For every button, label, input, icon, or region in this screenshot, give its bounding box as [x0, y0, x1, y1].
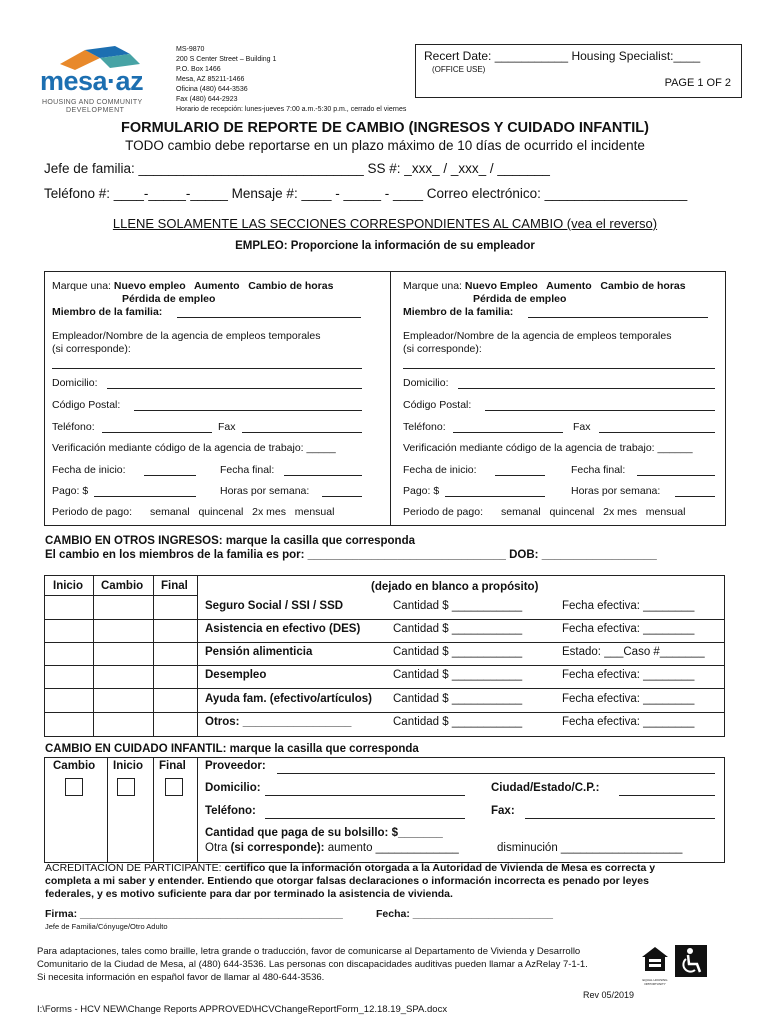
income-row-amount[interactable]: Cantidad $ ___________ [393, 669, 523, 681]
accessibility-icon [675, 945, 707, 977]
certification-text: completa a mi saber y entender. Entiendo que otorgar falsas declaraciones o información incorrecta es penado por leyes [45, 875, 649, 887]
start-date-label: Fecha de inicio: [403, 464, 477, 476]
fax-label: Fax [218, 421, 236, 433]
income-row-amount[interactable]: Cantidad $ ___________ [393, 716, 523, 728]
address-field[interactable] [107, 388, 362, 389]
fax-field[interactable] [599, 432, 715, 433]
address-line: Horario de recepción: lunes-jueves 7:00 a.m.-5:30 p.m., cerrado el viernes [176, 106, 407, 113]
zip-field[interactable] [485, 410, 715, 411]
col-header-start: Inicio [53, 580, 84, 592]
col-divider [107, 758, 108, 862]
mark-one-label: Marque una: [403, 280, 462, 292]
decrease-field[interactable]: disminución ___________________ [497, 842, 683, 854]
col-header-end: Final [161, 580, 188, 592]
logo-tagline-2: DEVELOPMENT [66, 107, 125, 114]
income-row-amount[interactable]: Cantidad $ ___________ [393, 600, 523, 612]
page-number: PAGE 1 OF 2 [664, 77, 731, 89]
pay-period-options[interactable]: semanal quincenal 2x mes mensual [150, 506, 335, 518]
hours-field[interactable] [675, 496, 715, 497]
fax-label: Fax: [491, 805, 515, 817]
pay-label: Pago: $ [403, 485, 440, 497]
fill-instructions: LLENE SOLAMENTE LAS SECCIONES CORRESPONDIENTES AL CAMBIO (vea el reverso) [112, 216, 658, 231]
income-row-label: Desempleo [205, 669, 267, 681]
notice-line: Para adaptaciones, tales como braille, letra grande o traducción, favor de comunicarse al Departamento de Vivienda y Desarrollo [37, 946, 581, 957]
address-line: 200 S Center Street – Building 1 [176, 56, 277, 63]
address-line: Mesa, AZ 85211-1466 [176, 76, 245, 83]
head-of-household-line[interactable]: Jefe de familia: ______________________________ SS #: _xxx_ / _xxx_ / _______ [44, 161, 550, 176]
signature-field[interactable]: Firma: _____________________________________________ [45, 908, 343, 920]
phone-label: Teléfono: [52, 421, 95, 433]
employer-label-2: (si corresponde): [403, 343, 482, 355]
hours-label: Horas por semana: [220, 485, 310, 497]
other-label: Otra [205, 842, 228, 854]
verification-field[interactable]: Verificación mediante código de la agencia de trabajo: ______ [403, 442, 693, 454]
verification-field[interactable]: Verificación mediante código de la agencia de trabajo: _____ [52, 442, 336, 454]
office-address [176, 45, 406, 115]
income-row-date[interactable]: Fecha efectiva: ________ [562, 669, 695, 681]
phone-field[interactable] [102, 432, 212, 433]
income-row-label[interactable]: Otros: _________________ [205, 716, 352, 728]
logo [40, 44, 150, 122]
end-date-field[interactable] [284, 475, 362, 476]
fax-field[interactable] [525, 818, 715, 819]
notice-line: Comunitario de la Ciudad de Mesa, al (480) 644-3536. Las personas con discapacidades auditivas pueden llamar a AzRelay 7-1-1. [37, 959, 588, 970]
address-line: Oficina (480) 644-3536 [176, 86, 248, 93]
phone-field[interactable] [453, 432, 563, 433]
pay-field[interactable] [94, 496, 196, 497]
change-type-options[interactable]: Nuevo Empleo Aumento Cambio de horas [464, 280, 686, 292]
row-divider [45, 688, 724, 689]
phone-line[interactable]: Teléfono #: ____-_____-_____ Mensaje #: ____ - _____ - ____ Correo electrónico: ___________________ [44, 186, 688, 201]
household-member-field[interactable] [177, 317, 361, 318]
household-member-field[interactable] [528, 317, 708, 318]
income-row-label: Pensión alimenticia [205, 646, 313, 658]
notice-line: Si necesita información en español favor de llamar al 480-644-3536. [37, 972, 325, 983]
recert-field[interactable]: Recert Date: ___________ Housing Specialist:____ [424, 49, 701, 63]
zip-label: Código Postal: [403, 399, 472, 411]
row-divider [45, 619, 724, 620]
fax-label: Fax [573, 421, 591, 433]
other-line [205, 842, 459, 854]
certification [45, 862, 725, 901]
household-member-label: Miembro de la familia: [52, 306, 163, 318]
childcare-start-checkbox[interactable] [117, 778, 135, 796]
increase-field[interactable]: aumento _____________ [327, 842, 459, 854]
out-of-pocket-field[interactable]: Cantidad que paga de su bolsillo: $_______ [205, 827, 443, 839]
col-header-start: Inicio [113, 760, 144, 772]
job-loss-option[interactable]: Pérdida de empleo [122, 293, 216, 305]
address-label: Domicilio: [403, 377, 449, 389]
form-title: FORMULARIO DE REPORTE DE CAMBIO (INGRESOS Y CUIDADO INFANTIL) [121, 120, 649, 136]
household-member-label: Miembro de la familia: [403, 306, 514, 318]
address-label: Domicilio: [52, 377, 98, 389]
signer-label: Jefe de Familia/Cónyuge/Otro Adulto [45, 922, 168, 931]
certification-text: certifico que la información otorgada a la Autoridad de Vivienda de Mesa es correcta y [224, 862, 656, 874]
certification-lead: ACREDITACIÓN DE PARTICIPANTE: [45, 862, 222, 874]
address-field[interactable] [265, 795, 465, 796]
col-header-change: Cambio [101, 580, 144, 592]
form-subtitle: TODO cambio debe reportarse en un plazo máximo de 10 días de ocurrido el incidente [125, 138, 645, 153]
column-divider [390, 272, 391, 525]
city-state-zip-field[interactable] [619, 795, 715, 796]
change-type-options[interactable]: Nuevo empleo Aumento Cambio de horas [113, 280, 334, 292]
provider-field[interactable] [277, 773, 715, 774]
income-row-amount[interactable]: Cantidad $ ___________ [393, 623, 523, 635]
employer-label: Empleador/Nombre de la agencia de empleos temporales [403, 330, 672, 342]
childcare-heading: CAMBIO EN CUIDADO INFANTIL: marque la casilla que corresponda [45, 743, 419, 755]
start-date-field[interactable] [495, 475, 545, 476]
childcare-table [44, 757, 725, 863]
zip-label: Código Postal: [52, 399, 121, 411]
intentionally-blank: (dejado en blanco a propósito) [371, 581, 539, 593]
certification-text: federales, y es motivo suficiente para dar por terminado la asistencia de vivienda. [45, 888, 453, 900]
other-income-heading: CAMBIO EN OTROS INGRESOS: marque la casilla que corresponda [45, 535, 415, 547]
city-state-zip-label: Ciudad/Estado/C.P.: [491, 782, 600, 794]
phone-field[interactable] [265, 818, 465, 819]
end-date-label: Fecha final: [220, 464, 275, 476]
address-line: Fax (480) 644-2923 [176, 96, 238, 103]
start-date-label: Fecha de inicio: [52, 464, 126, 476]
other-income-table [44, 575, 725, 737]
income-row-label: Ayuda fam. (efectivo/artículos) [205, 693, 373, 705]
phone-label: Teléfono: [205, 805, 256, 817]
pay-period-label: Periodo de pago: [52, 506, 132, 518]
mark-one-label: Marque una: [52, 280, 111, 292]
provider-label: Proveedor: [205, 760, 266, 772]
job-loss-option[interactable]: Pérdida de empleo [473, 293, 567, 305]
logo-tagline: HOUSING AND COMMUNITY [42, 99, 143, 106]
pay-field[interactable] [445, 496, 545, 497]
childcare-end-checkbox[interactable] [165, 778, 183, 796]
zip-field[interactable] [134, 410, 362, 411]
income-row-case[interactable]: Estado: ___Caso #_______ [562, 646, 705, 658]
employer-field[interactable] [403, 368, 715, 369]
equal-housing-label: EQUAL HOUSING OPPORTUNITY [642, 978, 668, 986]
pay-period-label: Periodo de pago: [403, 506, 483, 518]
phone-label: Teléfono: [403, 421, 446, 433]
employer-field[interactable] [52, 368, 362, 369]
col-divider [197, 758, 198, 862]
fax-field[interactable] [242, 432, 362, 433]
income-row-label: Asistencia en efectivo (DES) [205, 623, 361, 635]
col-divider [153, 758, 154, 862]
pay-label: Pago: $ [52, 485, 89, 497]
pay-period-options[interactable]: semanal quincenal 2x mes mensual [501, 506, 686, 518]
income-row-date[interactable]: Fecha efectiva: ________ [562, 600, 695, 612]
hours-field[interactable] [322, 496, 362, 497]
row-divider [45, 712, 724, 713]
office-use-label: (OFFICE USE) [432, 65, 486, 74]
row-divider [45, 665, 724, 666]
income-row-amount[interactable]: Cantidad $ ___________ [393, 693, 523, 705]
col-header-change: Cambio [53, 760, 96, 772]
col-header-end: Final [159, 760, 186, 772]
address-line: MS-9870 [176, 46, 205, 53]
employment-heading: EMPLEO: Proporcione la información de su empleador [235, 240, 535, 252]
income-row-date[interactable]: Fecha efectiva: ________ [562, 716, 695, 728]
logo-text: mesa·az [40, 66, 144, 96]
employer-label: Empleador/Nombre de la agencia de empleos temporales [52, 330, 321, 342]
file-path: I:\Forms - HCV NEW\Change Reports APPROVED\HCVChangeReportForm_12.18.19_SPA.docx [37, 1004, 448, 1015]
if-applicable: (si corresponde): [230, 842, 325, 854]
accessibility-notice [37, 945, 637, 984]
family-member-line[interactable]: El cambio en los miembros de la familia es por: _______________________________ DOB: __________________ [45, 549, 657, 561]
office-use-box [415, 44, 742, 98]
equal-housing-icon [640, 945, 670, 986]
income-row-amount[interactable]: Cantidad $ ___________ [393, 646, 523, 658]
address-line: P.O. Box 1466 [176, 66, 221, 73]
header-divider [45, 595, 197, 596]
income-row-date[interactable]: Fecha efectiva: ________ [562, 623, 695, 635]
address-label: Domicilio: [205, 782, 261, 794]
income-row-label: Seguro Social / SSI / SSD [205, 600, 344, 612]
end-date-label: Fecha final: [571, 464, 626, 476]
hours-label: Horas por semana: [571, 485, 661, 497]
address-field[interactable] [458, 388, 715, 389]
revision-label: Rev 05/2019 [583, 990, 635, 1000]
income-row-date[interactable]: Fecha efectiva: ________ [562, 693, 695, 705]
end-date-field[interactable] [637, 475, 715, 476]
date-field[interactable]: Fecha: ________________________ [376, 908, 553, 920]
row-divider [45, 642, 724, 643]
childcare-change-checkbox[interactable] [65, 778, 83, 796]
start-date-field[interactable] [144, 475, 196, 476]
employer-label-2: (si corresponde): [52, 343, 131, 355]
